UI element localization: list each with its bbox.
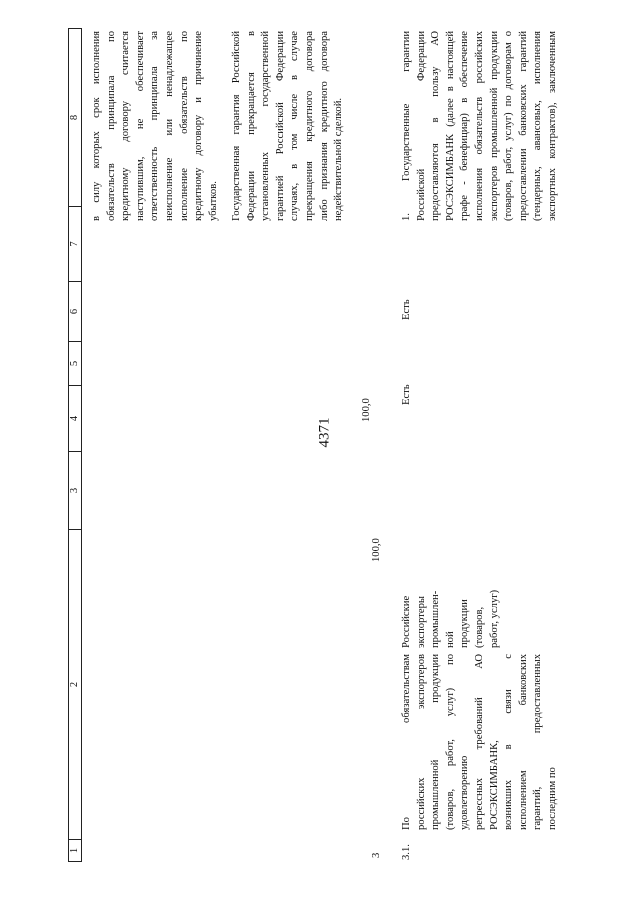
column-number-3: 3 bbox=[69, 451, 81, 529]
text-line: экспортеров промышленной продукции bbox=[488, 31, 500, 221]
text-line: удовлетворению bbox=[459, 755, 471, 830]
prev-row-col8-paragraph-2 bbox=[230, 31, 347, 221]
row-col5-value: 100,0 bbox=[361, 398, 372, 422]
text-line: кредитному договору считается bbox=[120, 31, 132, 221]
column-number-6: 6 bbox=[69, 281, 81, 341]
section-number: 3 bbox=[371, 852, 382, 858]
text-line: Российской Федерации bbox=[415, 31, 427, 221]
text-line: (тендерных, авансовых, исполнения bbox=[532, 31, 544, 221]
row-obligation-description bbox=[400, 654, 561, 830]
text-line: РОСЭКСИМБАНК (далее в настоящей bbox=[444, 31, 456, 221]
text-line: последним по bbox=[546, 767, 558, 830]
text-line: 1. Государственные гарантии bbox=[401, 31, 412, 221]
text-line: установленных государственной bbox=[260, 31, 272, 221]
text-line: прекращения кредитного договора bbox=[303, 31, 315, 221]
column-number-8: 8 bbox=[69, 114, 80, 121]
text-line: российских экспортеров bbox=[415, 654, 427, 830]
text-line: Федерации прекращается в bbox=[245, 31, 257, 221]
row-principal-category bbox=[400, 564, 502, 648]
text-line: продукции bbox=[459, 599, 471, 648]
text-line: экспортных контрактов), заключенным bbox=[546, 31, 558, 221]
text-line: графе - бенефициар) в обеспечение bbox=[459, 31, 471, 221]
text-line: По обязательствам bbox=[401, 654, 412, 830]
text-line: (товаров, работ, услуг) по bbox=[444, 654, 456, 830]
column-number-7: 7 bbox=[69, 206, 81, 281]
row-col4-value: 100,0 bbox=[371, 538, 382, 562]
text-line: убытков. bbox=[207, 181, 219, 221]
text-line: Российские bbox=[401, 595, 412, 648]
page-number: 4371 bbox=[316, 417, 333, 448]
text-line: исполнения обязательств российских bbox=[473, 31, 485, 221]
text-line: возникших в связи с bbox=[503, 654, 515, 830]
column-number-1: 1 bbox=[69, 839, 81, 861]
text-line: промышлен- bbox=[430, 590, 442, 648]
row-col7-value: Есть bbox=[401, 299, 412, 320]
text-line: промышленной продукции bbox=[430, 654, 442, 830]
text-line: обязательств принципала по bbox=[105, 31, 117, 221]
prev-row-col8-paragraph-1 bbox=[90, 31, 221, 221]
text-line: исполнение обязательств по bbox=[178, 31, 190, 221]
text-line: РОСЭКСИМБАНК, bbox=[488, 740, 500, 830]
rotated-table bbox=[68, 28, 558, 862]
text-line: ответственность принципала за bbox=[149, 31, 161, 221]
text-line: ной bbox=[444, 631, 456, 648]
column-number-5: 5 bbox=[69, 341, 81, 385]
text-line: предоставлении банковских гарантий bbox=[517, 31, 529, 221]
text-line: экспортеры bbox=[415, 595, 427, 648]
column-number-2: 2 bbox=[69, 529, 81, 839]
column-number-4: 4 bbox=[69, 385, 81, 451]
row-number: 3.1. bbox=[401, 844, 412, 860]
text-line: кредитному договору и причинение bbox=[193, 31, 205, 221]
text-line: (товаров, работ, услуг) по договорам о bbox=[503, 31, 515, 221]
column-number-row bbox=[68, 28, 82, 862]
text-line: Государственная гарантия Российской bbox=[231, 31, 242, 221]
text-line: исполнением банковских bbox=[517, 654, 529, 830]
text-line: гарантий, предоставленных bbox=[532, 654, 544, 830]
text-line: наступившим, не обеспечивает bbox=[134, 31, 146, 221]
text-line: работ, услуг) bbox=[488, 589, 500, 648]
text-line: регрессных требований АО bbox=[473, 654, 485, 830]
text-line: (товаров, bbox=[473, 606, 485, 648]
row-col6-value: Есть bbox=[401, 384, 412, 405]
text-line: в силу которых срок исполнения bbox=[91, 31, 102, 221]
text-line: недействительной сделкой. bbox=[333, 97, 345, 221]
row-guarantee-conditions bbox=[400, 31, 561, 221]
text-line: случаях, в том числе в случае bbox=[289, 31, 301, 221]
text-line: неисполнение или ненадлежащее bbox=[163, 31, 175, 221]
text-line: либо признания кредитного договора bbox=[318, 31, 330, 221]
text-line: предоставляются в пользу АО bbox=[430, 31, 442, 221]
text-line: гарантией Российской Федерации bbox=[274, 31, 286, 221]
